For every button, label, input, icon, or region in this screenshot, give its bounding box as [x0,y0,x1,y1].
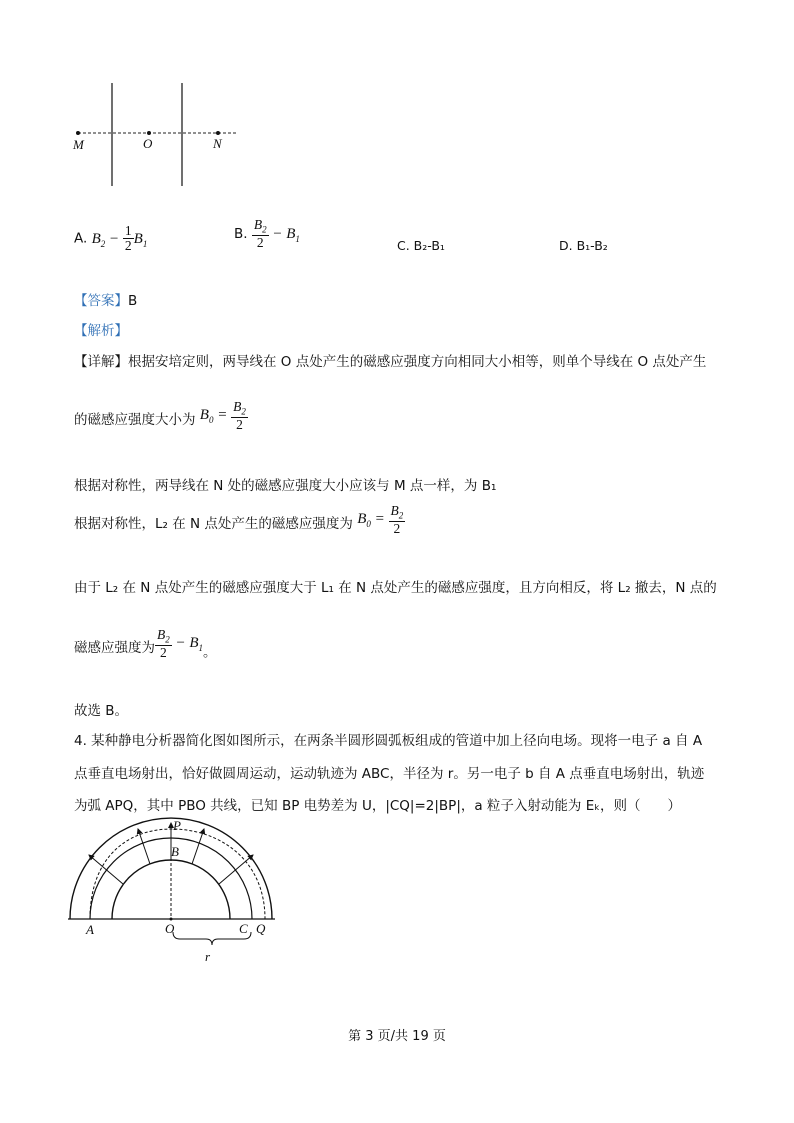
q4-line-3: 为弧 APQ，其中 PBO 共线，已知 BP 电势差为 U，|CQ|=2|BP|，a 粒子入射动能为 Eₖ，则（ ） [74,798,682,814]
conclusion: 故选 B。 [74,703,129,719]
detail-line-4: 根据对称性，L₂ 在 N 点处产生的磁感应强度为 $B_0$ = $\frac{B_2}{2}$ [74,503,404,537]
detail-line-3: 根据对称性，两导线在 N 处的磁感应强度大小应该与 M 点一样，为 B₁ [74,478,497,494]
wire-figure [60,78,260,193]
answer-line [74,289,137,309]
frac-half: $\frac{1}{2}$ [124,223,132,254]
option-b: B. $\frac{B_2}{2}$ − $B_1$ [234,217,300,251]
point-o [147,131,151,135]
label-c: C [239,921,248,936]
label-o: O [143,136,153,151]
q4-line-1: 4. 某种静电分析器简化图如图所示，在两条半圆形圆弧板组成的管道中加上径向电场。现将一电子 a 自 A [74,733,703,749]
label-p: P [173,818,181,833]
detail-line-1: 【详解】根据安培定则，两导线在 O 点处产生的磁感应强度方向相同大小相等，则单个导线在 O 点处产生 [74,354,707,370]
label-b: B [171,844,179,859]
analysis-tag: 【解析】 [74,323,128,339]
point-m [76,131,80,135]
detail-line-6: 磁感应强度为 $\frac{B_2}{2}$ − $B_1$。 [74,627,217,661]
label-r: r [205,949,211,964]
page-footer: 第 3 页/共 19 页 [348,1029,446,1044]
label-q: Q [256,921,266,936]
label-o2: O [165,921,175,936]
option-a: A. $B_2$ − $\frac{1}{2}$ $B_1$ [74,223,148,254]
analyzer-figure [60,815,290,965]
label-m: M [73,137,84,152]
q4-line-2: 点垂直电场射出，恰好做圆周运动，运动轨迹为 ABC，半径为 r。另一电子 b 自 A 点垂直电场射出，轨迹 [74,766,705,782]
option-c: C. B₂-B₁ [397,238,445,253]
answer-tag: 【答案】 [74,293,128,309]
detail-line-2: 的磁感应强度大小为 $B_0$ = $\frac{B_2}{2}$ [74,399,246,433]
label-n: N [213,136,222,151]
point-n [216,131,220,135]
option-d: D. B₁-B₂ [559,238,608,253]
label-a: A [86,922,94,937]
detail-line-5: 由于 L₂ 在 N 点处产生的磁感应强度大于 L₁ 在 N 点处产生的磁感应强度，且方向相反，将 L₂ 撤去，N 点的 [74,580,717,596]
answer-value: B [128,293,138,309]
